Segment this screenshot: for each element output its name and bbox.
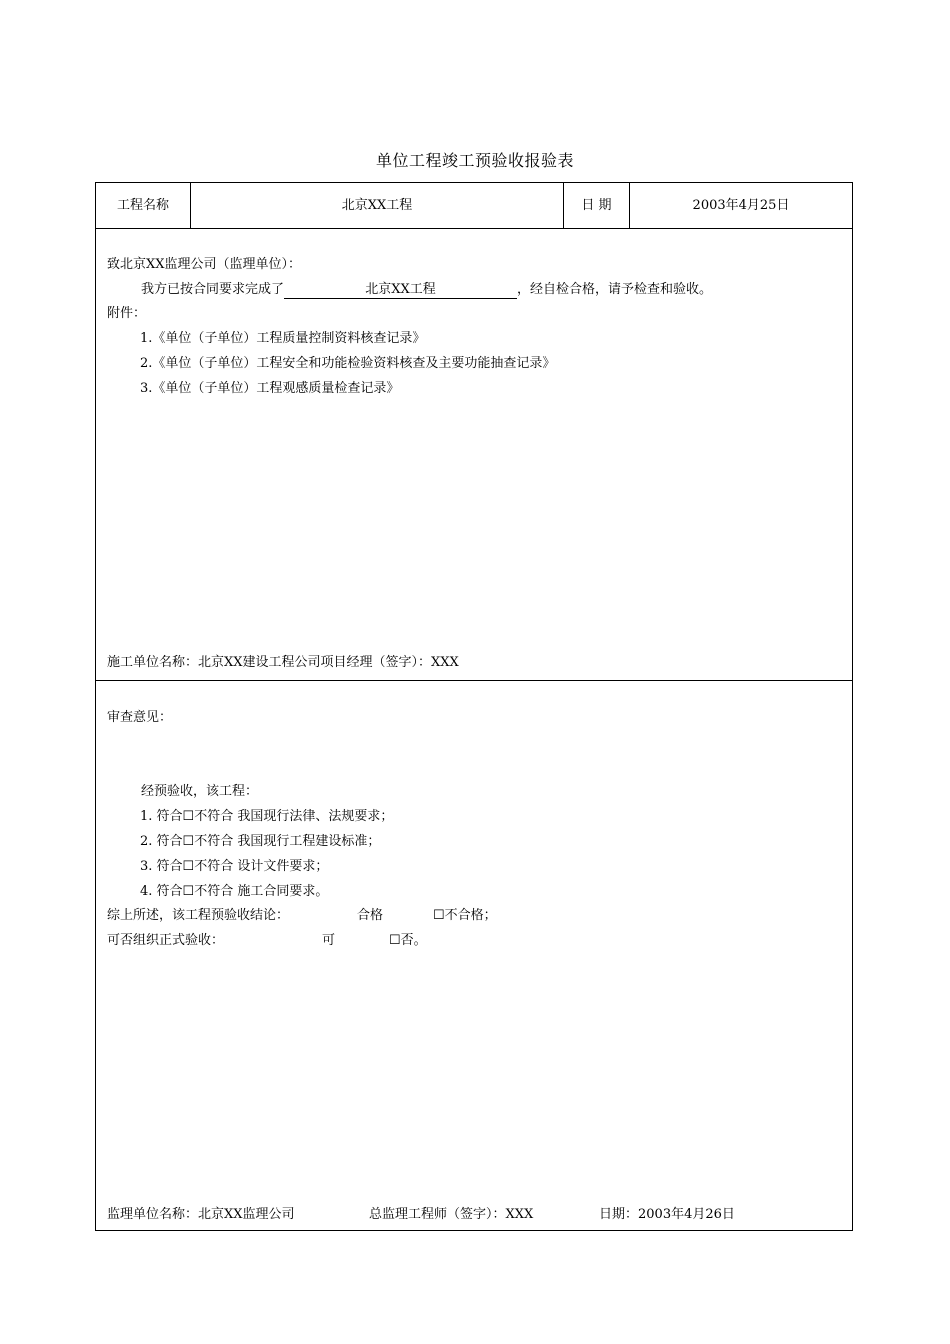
addressee: 致北京XX监理公司（监理单位）： [107,257,302,272]
formal-acceptance-no: ☐否。 [389,933,427,948]
conclusion-pass: 合格 [357,908,384,923]
review-item: 2. 符合☐不符合 我国现行工程建设标准； [140,834,381,849]
report-body-suffix: ，经自检合格，请予检查和验收。 [517,282,713,297]
row-divider-1 [96,228,852,229]
contractor-footer: 施工单位名称：北京XX建设工程公司项目经理（签字）：XXX [107,655,459,670]
report-body [141,281,712,299]
report-body-project: 北京XX工程 [284,282,517,299]
conclusion-fail: ☐不合格； [433,908,497,923]
review-label: 审查意见： [107,710,173,725]
attachments-label: 附件： [107,306,147,321]
supervisor-name: 监理单位名称：北京XX监理公司 [107,1207,295,1222]
project-name-value: 北京XX工程 [341,198,413,213]
date-label: 日 期 [581,198,612,213]
form-table [95,182,853,1231]
report-body-prefix: 我方已按合同要求完成了 [141,282,285,297]
date-value: 2003年4月25日 [692,198,790,213]
review-item: 1. 符合☐不符合 我国现行法律、法规要求； [140,809,394,824]
form-title: 单位工程竣工预验收报验表 [375,151,574,170]
formal-acceptance-yes: 可 [322,933,336,948]
row-divider-2 [96,680,852,681]
attachment-item: 1.《单位（子单位）工程质量控制资料核查记录》 [140,331,426,346]
review-item: 4. 符合☐不符合 施工合同要求。 [140,884,329,899]
attachment-item: 2.《单位（子单位）工程安全和功能检验资料核查及主要功能抽查记录》 [140,356,556,371]
formal-acceptance-label: 可否组织正式验收： [107,933,225,948]
attachment-item: 3.《单位（子单位）工程观感质量检查记录》 [140,381,400,396]
chief-engineer-signature: 总监理工程师（签字）：XXX [369,1207,534,1222]
conclusion-label: 综上所述，该工程预验收结论： [107,908,290,923]
review-date: 日期：2003年4月26日 [599,1207,735,1222]
project-name-label: 工程名称 [116,198,169,213]
review-item: 3. 符合☐不符合 设计文件要求； [140,859,329,874]
review-intro: 经预验收，该工程： [141,784,259,799]
